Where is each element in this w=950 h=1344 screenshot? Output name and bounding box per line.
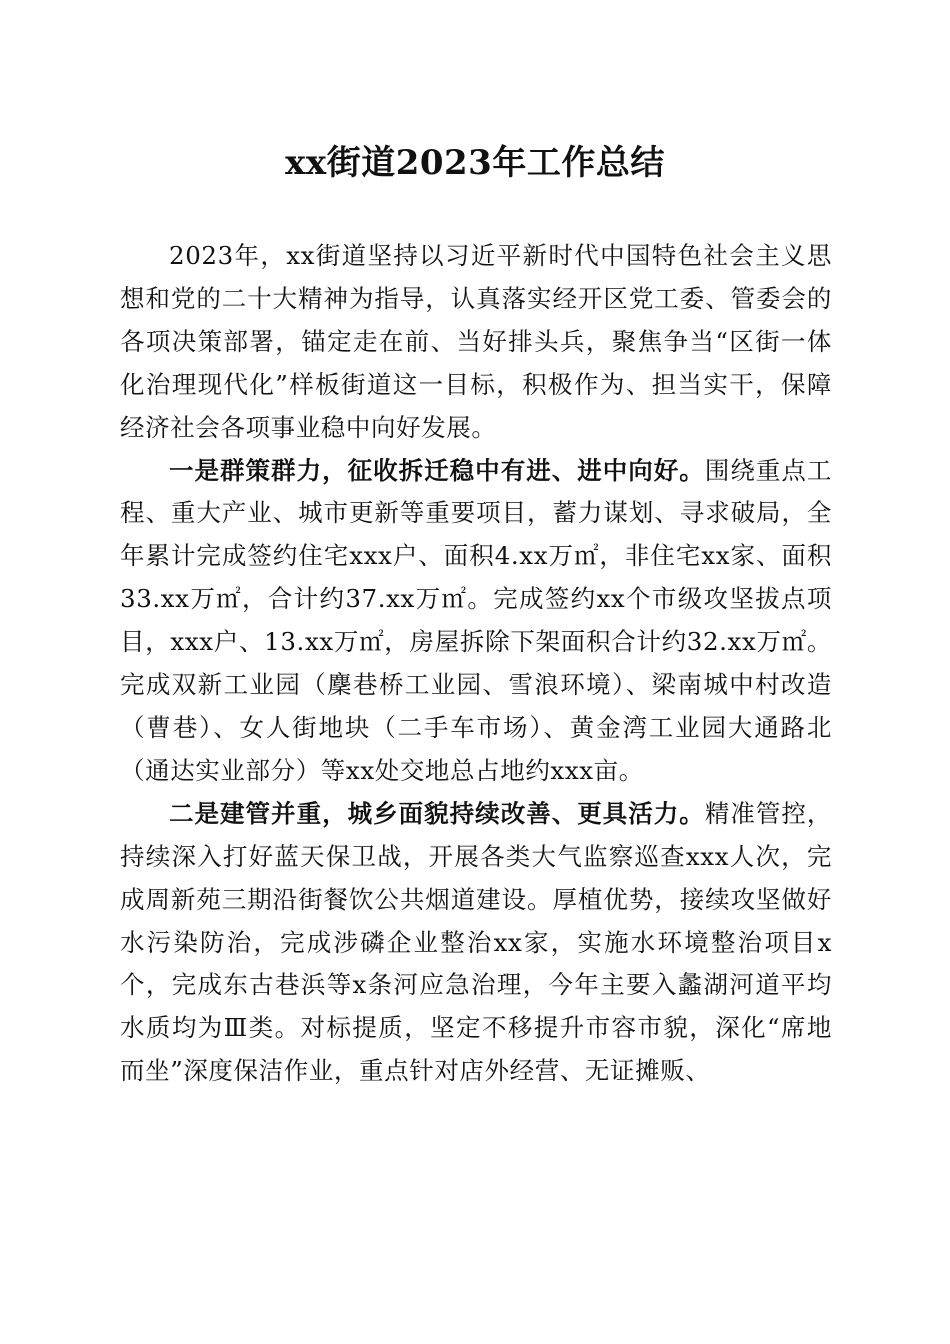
paragraph-lead: 一是群策群力，征收拆迁稳中有进、进中向好。 bbox=[169, 455, 705, 485]
document-title: xx街道2023年工作总结 bbox=[285, 143, 665, 183]
paragraph-text: 围绕重点工程、重大产业、城市更新等重要项目，蓄力谋划、寻求破局，全年累计完成签约住宅xxx户、面积4.xx万㎡，非住宅xx家、面积33.xx万㎡，合计约37.xx万㎡。完成签约xx个市级攻坚拔点项目，xxx户、13.xx万㎡，房屋拆除下架面积合计约32.xx万㎡。完成双新工业园（麇巷桥工业园、雪浪环境）、梁南城中村改造（曹巷）、女人街地块（二手车市场）、黄金湾工业园大通路北（通达实业部分）等xx处交地总占地约xxx亩。 bbox=[120, 455, 832, 785]
paragraph-lead: 二是建管并重，城乡面貌持续改善、更具活力。 bbox=[169, 798, 705, 828]
paragraph-demolition bbox=[120, 450, 832, 793]
paragraph-intro bbox=[120, 235, 832, 450]
document-body bbox=[120, 235, 832, 1093]
paragraph-urban-management bbox=[120, 793, 832, 1093]
paragraph-text: 精准管控，持续深入打好蓝天保卫战，开展各类大气监察巡查xxx人次，完成周新苑三期沿街餐饮公共烟道建设。厚植优势，接续攻坚做好水污染防治，完成涉磷企业整治xx家，实施水环境整治项目x个，完成东古巷浜等x条河应急治理，今年主要入蠡湖河道平均水质均为Ⅲ类。对标提质，坚定不移提升市容市貌，深化“席地而坐”深度保洁作业，重点针对店外经营、无证摊贩、 bbox=[120, 798, 832, 1086]
paragraph-text: 2023年，xx街道坚持以习近平新时代中国特色社会主义思想和党的二十大精神为指导，认真落实经开区党工委、管委会的各项决策部署，锚定走在前、当好排头兵，聚焦争当“区街一体化治理现代化”样板街道这一目标，积极作为、担当实干，保障经济社会各项事业稳中向好发展。 bbox=[120, 241, 832, 442]
